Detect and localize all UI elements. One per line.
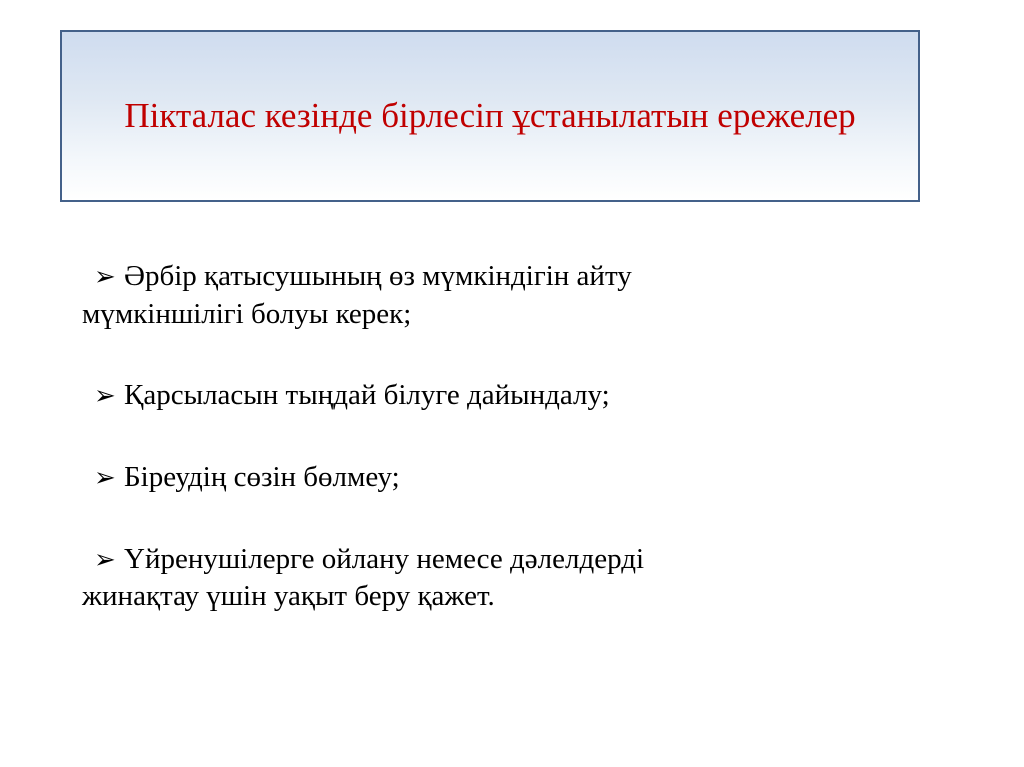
list-item <box>82 377 942 415</box>
list-item-line1: Біреудің сөзін бөлмеу; <box>124 461 400 494</box>
bullet-arrow-icon: ➢ <box>94 463 116 493</box>
title-box <box>60 30 920 202</box>
bullet-arrow-icon: ➢ <box>94 262 116 291</box>
list-item-text <box>82 377 942 415</box>
list-item <box>82 258 942 333</box>
list-item-line1: Әрбір қатысушының өз мүмкіндігін айту <box>124 260 632 292</box>
bullet-arrow-icon: ➢ <box>94 544 116 574</box>
list-item-text <box>82 541 942 616</box>
bullet-arrow-icon: ➢ <box>94 381 116 411</box>
list-item-text <box>82 258 942 333</box>
bullet-list <box>82 258 942 616</box>
list-item-line1: Үйренушілерге ойлану немесе дәлелдерді <box>124 542 645 575</box>
list-item-line1: Қарсыласын тыңдай білуге дайындалу; <box>124 379 610 412</box>
list-item-text <box>82 459 942 497</box>
list-item-line2: жинақтау үшін уақыт беру қажет. <box>82 580 495 613</box>
list-item-line2: мүмкіншілігі болуы керек; <box>82 297 412 330</box>
list-item <box>82 459 942 497</box>
list-item <box>82 541 942 616</box>
page-title: Пікталас кезінде бірлесіп ұстанылатын ережелер <box>124 95 856 135</box>
